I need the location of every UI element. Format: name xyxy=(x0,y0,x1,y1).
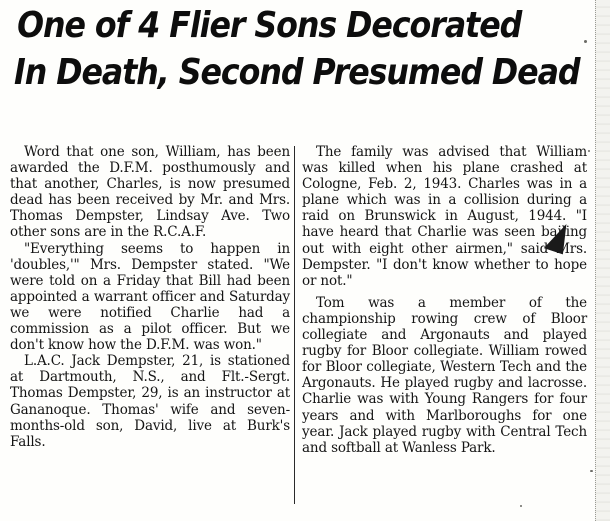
column-divider xyxy=(294,146,295,504)
article-paragraph: Tom was a member of the championship rowing crew of Bloor collegiate and Argonauts and played rugby for Bloor collegiate. William rowed for Bloor collegiate, Western Tech and the Argonauts. He played rugby and lacrosse. Charlie was with Young Rangers for four years and with Marlboroughs for one year. Jack played rugby with Central Tech and softball at Wanless Park. xyxy=(302,294,587,456)
headline-line-1: One of 4 Flier Sons Decorated xyxy=(17,5,522,46)
paper-speck xyxy=(520,505,522,507)
article-paragraph: Word that one son, William, has been awarded the D.F.M. posthumously and that another, Charles, is now presumed dead has been received by Mr. and Mrs. Thomas Dempster, Lindsay Ave. Two other sons are in the R.C.A.F. xyxy=(10,144,290,241)
article-column-right xyxy=(302,144,587,456)
headline xyxy=(14,2,580,96)
article-paragraph: L.A.C. Jack Dempster, 21, is stationed at Dartmouth, N.S., and Flt.-Sergt. Thomas Dempster, 29, is an instructor at Gananoque. Thomas' wife and seven-months-old son, David, live at Burk's Falls. xyxy=(10,353,290,450)
paper-speck xyxy=(588,150,590,152)
article-paragraph: The family was advised that William was killed when his plane crashed at Cologne, Feb. 2, 1943. Charles was in a plane which was in a collision during a raid on Brunswick in August, 1944. "I have heard that Charlie was seen bailing out with eight other airmen," said Mrs. Dempster. "I don't know whether to hope or not." xyxy=(302,144,587,289)
headline-line-2: In Death, Second Presumed Dead xyxy=(14,52,580,93)
paper-speck xyxy=(584,40,587,43)
clipping-edge xyxy=(595,0,610,521)
article-column-left xyxy=(10,144,290,450)
article-paragraph: "Everything seems to happen in 'doubles,'" Mrs. Dempster stated. "We were told on a Friday that Bill had been appointed a warrant officer and Saturday we were notified Charlie had a commission as a pilot officer. But we don't know how the D.F.M. was won." xyxy=(10,240,290,354)
paper-speck xyxy=(590,470,593,472)
